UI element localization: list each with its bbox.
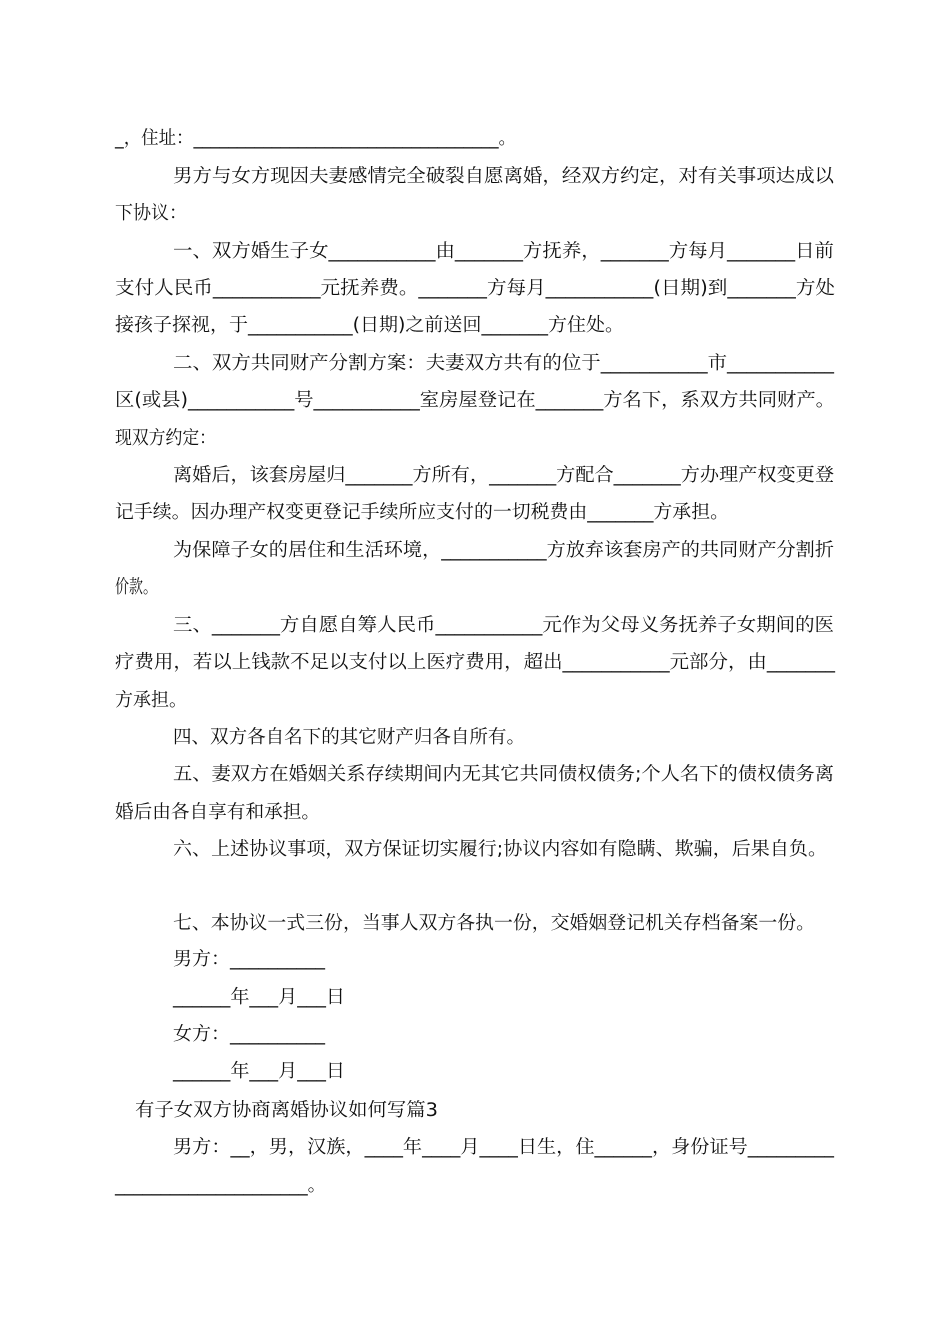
clause-1-line-3: 接孩子探视，于___________(日期)之前送回_______方住处。 (115, 315, 624, 336)
husband-date-line: ______年___月___日 (173, 987, 345, 1008)
clause-3-line-1: 三、_______方自愿自筹人民币___________元作为父母义务抚养子女期间的医 (173, 615, 834, 636)
clause-2-para-2-line-2: 记手续。因办理产权变更登记手续所应支付的一切税费由_______方承担。 (115, 502, 729, 523)
clause-5-line-1: 五、妻双方在婚姻关系存续期间内无其它共同债权债务;个人名下的债权债务离 (173, 764, 834, 785)
intro-paragraph-line-1: 男方与女方现因夫妻感情完全破裂自愿离婚，经双方约定，对有关事项达成以 (173, 166, 834, 187)
wife-date-line: ______年___月___日 (173, 1061, 345, 1082)
clause-5-line-2: 婚后由各自享有和承担。 (115, 802, 320, 823)
intro-paragraph-line-2: 下协议： (115, 203, 187, 224)
clause-2-para-2-line-1: 离婚后，该套房屋归_______方所有，_______方配合_______方办理产权变更登 (173, 465, 834, 486)
clause-2-line-1: 二、双方共同财产分割方案：夫妻双方共有的位于___________市___________ (173, 353, 834, 374)
address-line: _，住址：___________________________________。 (115, 128, 516, 149)
clause-2-para-3-line-2: 价款。 (115, 577, 157, 598)
clause-1-line-1: 一、双方婚生子女___________由_______方抚养，_______方每月_______日前 (173, 241, 834, 262)
wife-signature-line: 女方：__________ (173, 1024, 325, 1045)
husband-info-line-1: 男方：__，男，汉族，____年____月____日生，住______，身份证号_________ (173, 1137, 834, 1158)
clause-2-line-2: 区(或县)___________号___________室房屋登记在_______方名下，系双方共同财产。 (115, 390, 835, 411)
clause-6: 六、上述协议事项，双方保证切实履行;协议内容如有隐瞒、欺骗，后果自负。 (173, 839, 827, 860)
husband-signature-line: 男方：__________ (173, 949, 325, 970)
clause-2-para-3-line-1: 为保障子女的居住和生活环境，___________方放弃该套房产的共同财产分割折 (173, 540, 834, 561)
clause-4: 四、双方各自名下的其它财产归各自所有。 (173, 727, 525, 748)
section-heading: 有子女双方协商离婚协议如何写篇3 (135, 1100, 438, 1121)
clause-7: 七、本协议一式三份，当事人双方各执一份，交婚姻登记机关存档备案一份。 (173, 913, 815, 934)
clause-2-line-3: 现双方约定： (115, 428, 216, 449)
clause-1-line-2: 支付人民币___________元抚养费。_______方每月___________(日期)到_______方处 (115, 278, 835, 299)
husband-info-line-2: _____________________。 (115, 1175, 326, 1196)
clause-3-line-3: 方承担。 (115, 690, 187, 711)
clause-3-line-2: 疗费用，若以上钱款不足以支付以上医疗费用，超出___________元部分，由_______ (115, 652, 835, 673)
